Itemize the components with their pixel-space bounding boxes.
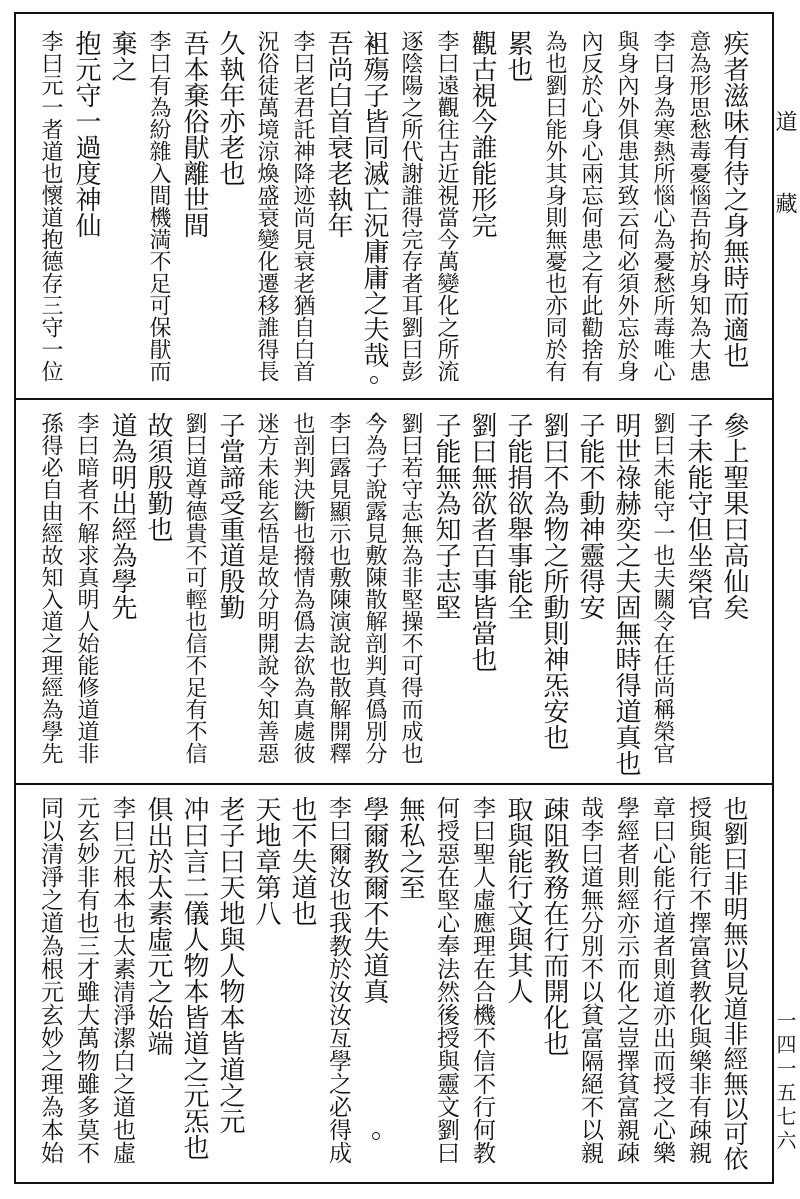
text-column: 與身內外俱患其致云何必須外忘於身 [614, 30, 639, 382]
section-divider-2 [14, 783, 774, 785]
text-column: 為也劉曰能外其身則無憂也亦同於有 [542, 30, 567, 382]
text-column: 觀古視今誰能形完 [467, 30, 497, 238]
punctuation-circle [370, 40, 378, 48]
text-column: 俱出於太素虛元之始端 [143, 796, 173, 1056]
text-column: 老子曰天地與人物本皆道之元 [215, 796, 245, 1134]
text-column: 冲曰言二儀人物本皆道之元炁也 [179, 796, 209, 1160]
text-column: 李曰露見顯示也敷陳演說也散解開釋 [326, 412, 351, 764]
panel-middle [16, 412, 772, 776]
text-column: 子能捐欲舉事能全 [503, 412, 533, 620]
text-column: 元玄妙非有也三才雖大萬物雖多莫不 [73, 796, 99, 1164]
text-column: 也劉曰非明無以見道非經無以可依 [720, 796, 749, 1171]
text-column: 況俗徒萬境涼煥盛衰變化遷移誰得長 [254, 30, 279, 382]
text-column: 李曰元根本也太素清淨潔白之道也虛 [109, 796, 135, 1164]
text-column: 子能不動神靈得安 [575, 412, 605, 620]
punctuation-circle [370, 376, 378, 384]
text-column: 抱元守一過度神仙 [71, 30, 101, 238]
text-column: 祖殤子皆同滅亡況庸庸之夫哉 [359, 30, 389, 368]
text-column: 參上聖果曰高仙矣 [719, 412, 749, 620]
text-column: 同以清淨之道為根元玄妙之理為本始 [37, 796, 63, 1164]
text-column: 累也 [503, 30, 533, 82]
text-column: 劉曰不為物之所動則神炁安也 [539, 412, 569, 750]
text-column: 劉曰道尊德貴不可輕也信不足有不信 [182, 412, 207, 764]
text-column: 棄之 [107, 30, 137, 82]
text-column: 學經者則經亦示而化之豈擇貧富親疎 [613, 796, 639, 1164]
text-column: 劉曰未能守一也夫關令在任尚稱榮官 [650, 412, 675, 764]
text-column: 取與能行文與其人 [503, 796, 533, 1004]
text-column: 何授惡在堅心奉法然後授與靈文劉曰 [433, 796, 459, 1164]
text-column: 劉曰無欲者百事皆當也 [467, 412, 497, 672]
margin-title: 道藏 [772, 110, 797, 274]
punctuation-circle [372, 1132, 380, 1140]
text-column: 天地章第八 [251, 796, 281, 926]
text-column: 內反於心身心兩忘何患之有此勸捨有 [578, 30, 603, 382]
text-column: 李曰元一者道也懷道抱德存三守一位 [38, 30, 63, 382]
text-column: 李曰暗者不解求真明人始能修道道非 [74, 412, 99, 764]
text-column: 也剖判決斷也撥情為僞去欲為真處彼 [290, 412, 315, 764]
panel-bottom [16, 796, 772, 1176]
text-column: 吾尚白首衰老執年 [323, 30, 353, 238]
text-column: 李曰爾汝也我教於汝汝亙學之必得成 [325, 796, 351, 1164]
text-column: 疾者滋味有待之身無時而適也 [719, 30, 749, 368]
text-column: 也不失道也 [287, 796, 317, 926]
text-column: 李曰聖人虛應理在合機不信不行何教 [469, 796, 495, 1164]
text-column: 學爾教爾不失道真 [359, 796, 389, 1004]
text-column: 疎阻教務在行而開化也 [539, 796, 569, 1056]
section-divider-1 [14, 398, 774, 400]
text-column: 李曰老君託神降迹尚見衰老猶自白首 [290, 30, 315, 382]
text-column: 明世祿赫奕之夫固無時得道真也 [611, 412, 641, 776]
text-column: 意為形思愁毒憂惱吾拘於身知為大患 [686, 30, 711, 382]
text-column: 逐陰陽之所代謝誰得完存者耳劉曰彭 [398, 30, 423, 382]
text-column: 孫得必自由經故知入道之理經為學先 [38, 412, 63, 764]
text-column: 李曰身為寒熱所惱心為憂愁所毒唯心 [650, 30, 675, 382]
text-column: 道為明出經為學先 [107, 412, 137, 620]
text-column: 吾本棄俗猒離世間 [179, 30, 209, 238]
text-column: 無私之至 [395, 796, 425, 900]
text-column: 今為子說露見敷陳散解剖判真僞別分 [362, 412, 387, 764]
text-column: 故須殷勤也 [143, 412, 173, 542]
panel-top [16, 30, 772, 392]
text-column: 迷方未能玄悟是故分明開說令知善惡 [254, 412, 279, 764]
text-column: 子當諦受重道殷勤 [215, 412, 245, 620]
margin-page-number: 一四一五七六 [773, 1010, 797, 1154]
text-column: 劉曰若守志無為非堅操不可得而成也 [398, 412, 423, 764]
text-column: 久執年亦老也 [215, 30, 245, 186]
text-column: 章曰心能行道者則道亦出而授之心樂 [649, 796, 675, 1164]
text-column: 李曰遠觀往古近視當今萬變化之所流 [434, 30, 459, 382]
text-column: 哉李曰道無分別不以貧富隔絕不以親 [577, 796, 603, 1164]
text-column: 授與能行不擇富貧教化與樂非有疎親 [685, 796, 711, 1164]
text-column: 李曰有為紛雜入間機満不足可保猒而 [146, 30, 171, 382]
text-column: 子未能守但坐榮官 [683, 412, 713, 620]
punctuation-circle [372, 414, 380, 422]
text-column: 子能無為知子志堅 [431, 412, 461, 620]
